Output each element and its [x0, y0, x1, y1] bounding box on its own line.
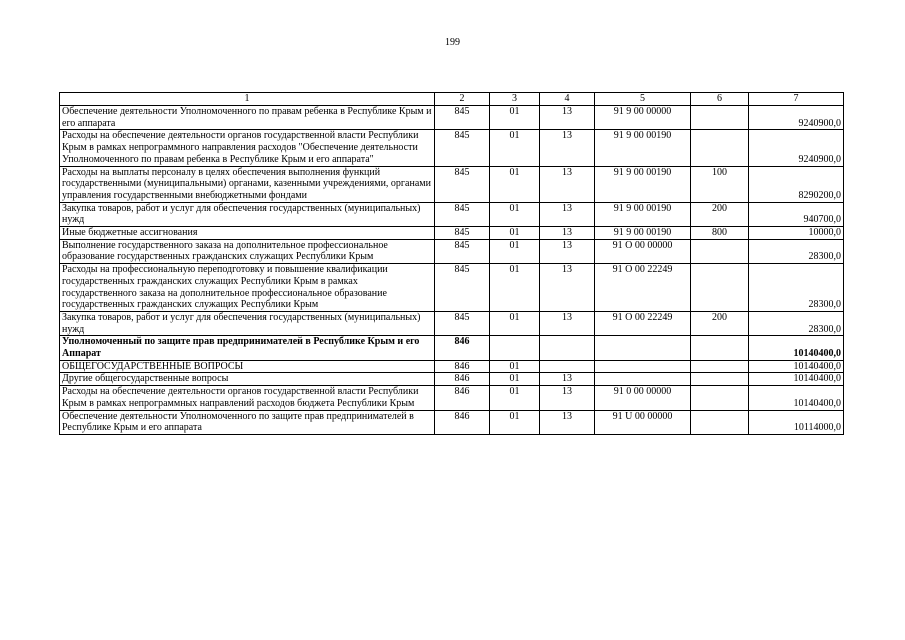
cell-amount: 940700,0 — [749, 202, 844, 226]
cell-col2: 846 — [435, 360, 490, 373]
cell-col6 — [691, 360, 749, 373]
cell-col5: 91 U 00 00000 — [595, 410, 691, 434]
cell-col6: 100 — [691, 166, 749, 202]
cell-col6 — [691, 264, 749, 312]
row-name: Выполнение государственного заказа на дополнительное профессиональное образование государственных гражданских служащих Республики Крым — [60, 239, 435, 263]
cell-col5: 91 О 00 22249 — [595, 264, 691, 312]
cell-amount: 10114000,0 — [749, 410, 844, 434]
cell-col2: 845 — [435, 264, 490, 312]
cell-col5 — [595, 360, 691, 373]
row-name: ОБЩЕГОСУДАРСТВЕННЫЕ ВОПРОСЫ — [60, 360, 435, 373]
cell-col4: 13 — [540, 227, 595, 240]
cell-amount: 28300,0 — [749, 311, 844, 335]
page-number: 199 — [445, 37, 460, 48]
cell-col4: 13 — [540, 373, 595, 386]
row-name: Закупка товаров, работ и услуг для обеспечения государственных (муниципальных) нужд — [60, 202, 435, 226]
cell-col2: 845 — [435, 239, 490, 263]
cell-col5 — [595, 373, 691, 386]
row-name: Другие общегосударственные вопросы — [60, 373, 435, 386]
cell-amount: 10140400,0 — [749, 373, 844, 386]
cell-col3: 01 — [490, 264, 540, 312]
cell-col4: 13 — [540, 410, 595, 434]
cell-col4: 13 — [540, 130, 595, 166]
row-name: Обеспечение деятельности Уполномоченного по правам ребенка в Республике Крым и его аппарата — [60, 106, 435, 130]
cell-col6 — [691, 373, 749, 386]
cell-col5: 91 9 00 00190 — [595, 202, 691, 226]
cell-col3: 01 — [490, 410, 540, 434]
cell-col4: 13 — [540, 386, 595, 410]
table-row — [60, 130, 844, 166]
cell-amount: 9240900,0 — [749, 130, 844, 166]
row-name: Уполномоченный по защите прав предпринимателей в Республике Крым и его Аппарат — [60, 336, 435, 360]
cell-col5 — [595, 336, 691, 360]
cell-col4: 13 — [540, 311, 595, 335]
table-row — [60, 410, 844, 434]
header-cell: 2 — [435, 93, 490, 106]
cell-amount: 10140400,0 — [749, 386, 844, 410]
cell-amount: 28300,0 — [749, 264, 844, 312]
table-row — [60, 373, 844, 386]
cell-col4: 13 — [540, 202, 595, 226]
table-row — [60, 106, 844, 130]
row-name: Расходы на обеспечение деятельности органов государственной власти Республики Крым в рамках непрограммного направления расходов "Обеспечение деятельности Уполномоченного по правам ребенка в Республике Крым и его аппарата" — [60, 130, 435, 166]
cell-col6 — [691, 106, 749, 130]
cell-col3: 01 — [490, 360, 540, 373]
cell-amount: 9240900,0 — [749, 106, 844, 130]
cell-col2: 846 — [435, 373, 490, 386]
cell-col2: 845 — [435, 166, 490, 202]
cell-col2: 845 — [435, 311, 490, 335]
header-cell: 6 — [691, 93, 749, 106]
cell-col3: 01 — [490, 202, 540, 226]
cell-col3: 01 — [490, 227, 540, 240]
table-row — [60, 239, 844, 263]
cell-col5: 91 9 00 00190 — [595, 166, 691, 202]
row-name: Обеспечение деятельности Уполномоченного по защите прав предпринимателей в Республике Крым и его аппарата — [60, 410, 435, 434]
cell-col2: 845 — [435, 130, 490, 166]
cell-col4: 13 — [540, 106, 595, 130]
cell-col6 — [691, 336, 749, 360]
cell-col2: 846 — [435, 410, 490, 434]
cell-col6: 200 — [691, 311, 749, 335]
cell-amount: 10140400,0 — [749, 360, 844, 373]
row-name: Расходы на обеспечение деятельности органов государственной власти Республики Крым в рамках непрограммных направлений расходов бюджета Республики Крым — [60, 386, 435, 410]
table-header-row — [60, 93, 844, 106]
header-cell: 4 — [540, 93, 595, 106]
budget-table — [59, 92, 844, 435]
table-row-section — [60, 336, 844, 360]
cell-col4 — [540, 360, 595, 373]
cell-col2: 846 — [435, 386, 490, 410]
cell-col2: 845 — [435, 202, 490, 226]
cell-col2: 845 — [435, 106, 490, 130]
cell-amount: 28300,0 — [749, 239, 844, 263]
cell-col4: 13 — [540, 166, 595, 202]
row-name: Расходы на выплаты персоналу в целях обеспечения выполнения функций государственными (муниципальными) органами, казенными учреждениями, органами управления государственными внебюджетными фондами — [60, 166, 435, 202]
cell-col6: 200 — [691, 202, 749, 226]
table-row — [60, 166, 844, 202]
cell-col3: 01 — [490, 130, 540, 166]
table-row — [60, 264, 844, 312]
cell-col5: 91 О 00 22249 — [595, 311, 691, 335]
cell-col3 — [490, 336, 540, 360]
cell-col3: 01 — [490, 373, 540, 386]
cell-col3: 01 — [490, 311, 540, 335]
row-name: Закупка товаров, работ и услуг для обеспечения государственных (муниципальных) нужд — [60, 311, 435, 335]
cell-col2: 846 — [435, 336, 490, 360]
table-row — [60, 386, 844, 410]
cell-col4: 13 — [540, 239, 595, 263]
cell-col3: 01 — [490, 106, 540, 130]
cell-col4 — [540, 336, 595, 360]
cell-col3: 01 — [490, 166, 540, 202]
cell-amount: 10140400,0 — [749, 336, 844, 360]
cell-col6 — [691, 386, 749, 410]
cell-col4: 13 — [540, 264, 595, 312]
cell-col5: 91 9 00 00000 — [595, 106, 691, 130]
table-row — [60, 202, 844, 226]
cell-col6: 800 — [691, 227, 749, 240]
cell-col5: 91 9 00 00190 — [595, 227, 691, 240]
row-name: Расходы на профессиональную переподготовку и повышение квалификации государственных гражданских служащих Республики Крым в рамках государственного заказа на дополнительное профессиональное образование государственных гражданских служащих Республики Крым — [60, 264, 435, 312]
header-cell: 1 — [60, 93, 435, 106]
cell-col6 — [691, 410, 749, 434]
cell-col5: 91 0 00 00000 — [595, 386, 691, 410]
header-cell: 7 — [749, 93, 844, 106]
cell-col5: 91 9 00 00190 — [595, 130, 691, 166]
row-name: Иные бюджетные ассигнования — [60, 227, 435, 240]
table-row — [60, 311, 844, 335]
cell-col3: 01 — [490, 386, 540, 410]
table-row — [60, 360, 844, 373]
cell-amount: 8290200,0 — [749, 166, 844, 202]
header-cell: 5 — [595, 93, 691, 106]
table-row — [60, 227, 844, 240]
cell-col6 — [691, 239, 749, 263]
cell-col5: 91 О 00 00000 — [595, 239, 691, 263]
header-cell: 3 — [490, 93, 540, 106]
cell-col2: 845 — [435, 227, 490, 240]
cell-col3: 01 — [490, 239, 540, 263]
cell-col6 — [691, 130, 749, 166]
cell-amount: 10000,0 — [749, 227, 844, 240]
